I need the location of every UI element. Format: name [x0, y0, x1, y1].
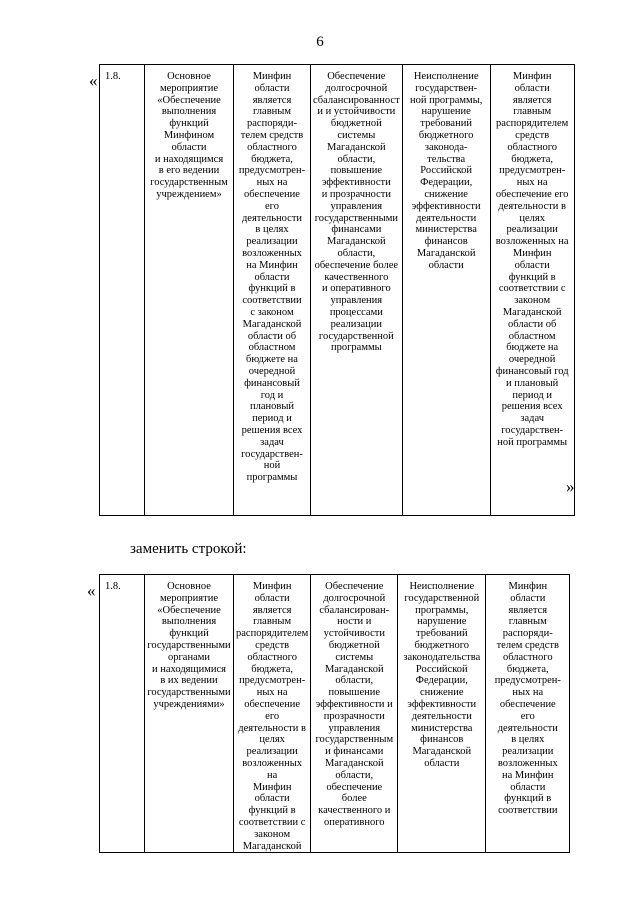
consequences-cell: [398, 575, 486, 853]
executor-cell: [234, 65, 311, 516]
row-number: [100, 65, 145, 516]
row-number-text: 1.8.: [105, 581, 121, 592]
executor-text: Минфин области является главным распоряди- телем средств областного бюджета, предусмотрен- ных на обеспечение его деятельности в целях реализации возложенных на Минфин области функций в соответствии с законом Магаданской области об областном бюджете на очередной финансовый год и плановый период и решения всех задач государствен- ной программы: [238, 71, 306, 484]
table-row: [100, 65, 575, 516]
consequences-text: Неисполнение государственной программы, нарушение требований бюджетного законодательства Российской Федерации, снижение эффективности деятельности министерства финансов Магаданской области: [403, 581, 481, 769]
consequences-text: Неисполнение государствен- ной программы, нарушение требований бюджетного законода- тельства Российской Федерации, снижение эффективности деятельности министерства финансов Магаданской области: [409, 71, 483, 271]
executor-text: Минфин области является главным распорядителем средств областного бюджета, предусмотрен- ных на обеспечение его деятельности в целях реализации возложенных на Минфин области функций в соответствии с законом Магаданской: [236, 581, 309, 852]
note-cell: [490, 65, 574, 516]
opening-quote: «: [87, 581, 96, 600]
new-row-table: [99, 574, 570, 853]
activity-name-text: Основное мероприятие «Обеспечение выполнения функций государственными органами и находящимися в их ведении государственными учреждениями»: [147, 581, 231, 710]
replace-instruction: заменить строкой:: [130, 541, 247, 557]
consequences-cell: [402, 65, 490, 516]
row-number: [100, 575, 145, 853]
expected-result-cell: [311, 65, 403, 516]
note-cell: [486, 575, 570, 853]
table-row: [100, 575, 570, 853]
closing-quote: »: [566, 477, 575, 496]
expected-result-text: Обеспечение долгосрочной сбалансирован- ности и устойчивости бюджетной системы Магаданской области, повышение эффективности и прозрачности управления государственным и финансами Магаданской области, обеспечение более качественного и оперативного: [315, 581, 394, 828]
activity-name-text: Основное мероприятие «Обеспечение выполнения функций Минфином области и находящимся в его ведении государственным учреждением»: [150, 71, 228, 200]
page-number: 6: [316, 34, 324, 50]
note-text: Минфин области является главным распорядителем средств областного бюджета, предусмотрен- ных на обеспечение его деятельности в целях реализации возложенных на Минфин области функций в соответствии с законом Магаданской области об областном бюджете на очередной финансовый год и плановый период и решения всех задач государствен- ной программы: [495, 71, 569, 448]
activity-name-cell: [145, 575, 234, 853]
activity-name-cell: [145, 65, 234, 516]
old-row-table: [99, 64, 575, 516]
expected-result-cell: [311, 575, 398, 853]
opening-quote: «: [89, 71, 98, 90]
expected-result-text: Обеспечение долгосрочной сбалансированност и и устойчивости бюджетной системы Магаданской области, повышение эффективности и прозрачности управления государственными финансами Магаданской области, обеспечение более качественного и оперативного управления процессами реализации государственной программы: [313, 71, 400, 354]
note-text: Минфин области является главным распоряди- телем средств областного бюджета, предусмотрен- ных на обеспечение его деятельности в целях реализации возложенных на Минфин области функций в соответствии: [494, 581, 561, 817]
row-number-text: 1.8.: [105, 71, 121, 82]
executor-cell: [234, 575, 311, 853]
